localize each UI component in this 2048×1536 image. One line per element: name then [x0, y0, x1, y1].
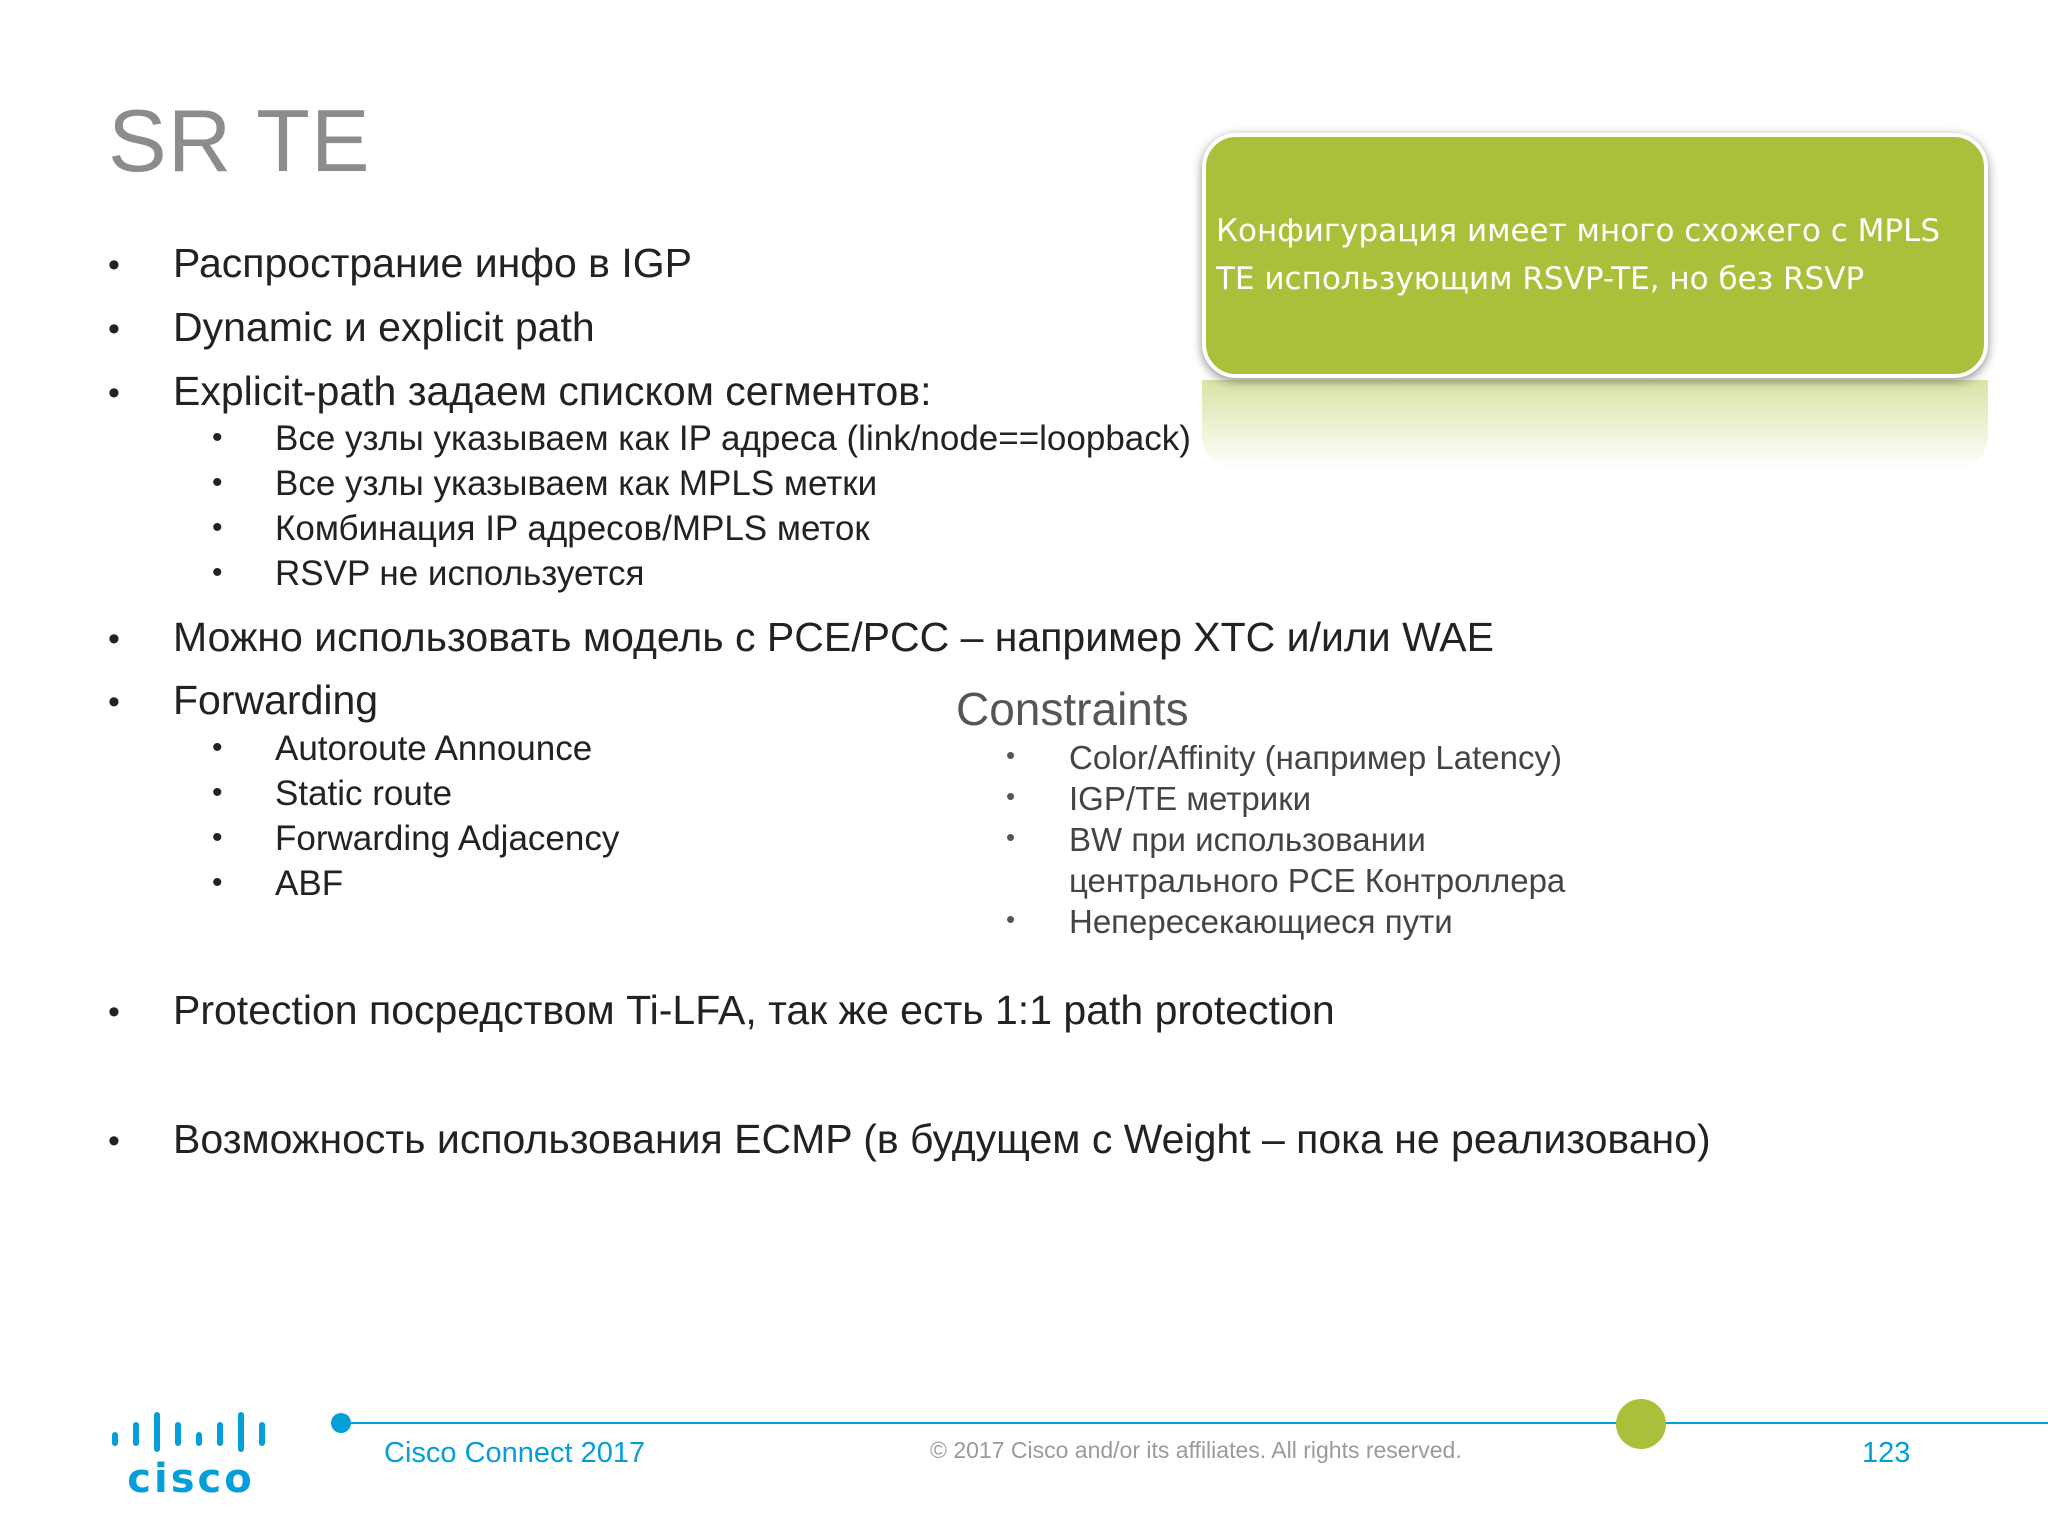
sub-bullet-text: Все узлы указываем как IP адреса (link/node==loopback)	[275, 419, 1191, 458]
bullet-dot: •	[108, 993, 120, 1031]
bullet-text: Protection посредством Ti-LFA, так же есть 1:1 path protection	[173, 987, 1335, 1033]
bullet-dot: •	[212, 511, 223, 544]
bullet-dot: •	[212, 466, 223, 499]
bullet-text: Forwarding	[173, 677, 379, 723]
bullet-dot: •	[212, 866, 223, 899]
callout-reflection	[1202, 380, 1988, 470]
sub-bullet-text: RSVP не используется	[275, 554, 645, 593]
bullet-text: Возможность использования ECMP (в будущем с Weight – пока не реализовано)	[173, 1116, 1711, 1162]
constraint-text: центрального PCE Контроллера	[1069, 862, 1566, 899]
cisco-wordmark: cisco	[127, 1456, 255, 1502]
bullet-dot: •	[108, 310, 120, 348]
cisco-bars-icon	[110, 1410, 272, 1456]
footer-event-name: Cisco Connect 2017	[384, 1437, 646, 1469]
constraints-heading: Constraints	[956, 683, 1189, 735]
bullet-dot: •	[108, 246, 120, 284]
bullet-dot: •	[1006, 740, 1016, 770]
footer-dot-accent	[1616, 1399, 1666, 1449]
constraint-text: Непересекающиеся пути	[1069, 903, 1453, 940]
bullet-dot: •	[212, 421, 223, 454]
bullet-dot: •	[1006, 904, 1016, 934]
bullet-dot: •	[212, 731, 223, 764]
sub-bullet-text: ABF	[275, 864, 344, 903]
constraint-text: IGP/TE метрики	[1069, 780, 1312, 817]
bullet-text: Распространие инфо в IGP	[173, 240, 692, 286]
constraint-text: BW при использовании	[1069, 821, 1426, 858]
bullet-dot: •	[108, 374, 120, 412]
footer-dot-start	[331, 1413, 351, 1433]
callout-line-2: TE использующим RSVP-TE, но без RSVP	[1216, 261, 1865, 297]
bullet-dot: •	[1006, 822, 1016, 852]
bullet-dot: •	[108, 620, 120, 658]
bullet-text: Можно использовать модель с PCE/PCC – например XTC и/или WAE	[173, 614, 1494, 660]
footer-copyright: © 2017 Cisco and/or its affiliates. All rights reserved.	[930, 1437, 1462, 1463]
bullet-dot: •	[212, 556, 223, 589]
callout-text	[1216, 207, 1976, 303]
cisco-logo	[110, 1410, 272, 1500]
bullet-text: Dynamic и explicit path	[173, 304, 595, 350]
bullet-dot: •	[212, 821, 223, 854]
sub-bullet-text: Все узлы указываем как MPLS метки	[275, 464, 878, 503]
sub-bullet-text: Autoroute Announce	[275, 729, 593, 768]
bullet-dot: •	[1006, 781, 1016, 811]
bullet-text: Explicit-path задаем списком сегментов:	[173, 368, 932, 414]
bullet-dot: •	[212, 776, 223, 809]
bullet-dot: •	[108, 683, 120, 721]
sub-bullet-text: Комбинация IP адресов/MPLS меток	[275, 509, 870, 548]
bullet-dot: •	[108, 1122, 120, 1160]
callout-box	[1202, 133, 1988, 378]
callout-line-1: Конфигурация имеет много схожего с MPLS	[1216, 213, 1941, 249]
constraint-text: Color/Affinity (например Latency)	[1069, 739, 1562, 776]
slide-title: SR TE	[108, 91, 371, 190]
sub-bullet-text: Forwarding Adjacency	[275, 819, 620, 858]
footer-divider	[340, 1422, 2048, 1424]
page-number: 123	[1862, 1437, 1911, 1469]
sub-bullet-text: Static route	[275, 774, 453, 813]
